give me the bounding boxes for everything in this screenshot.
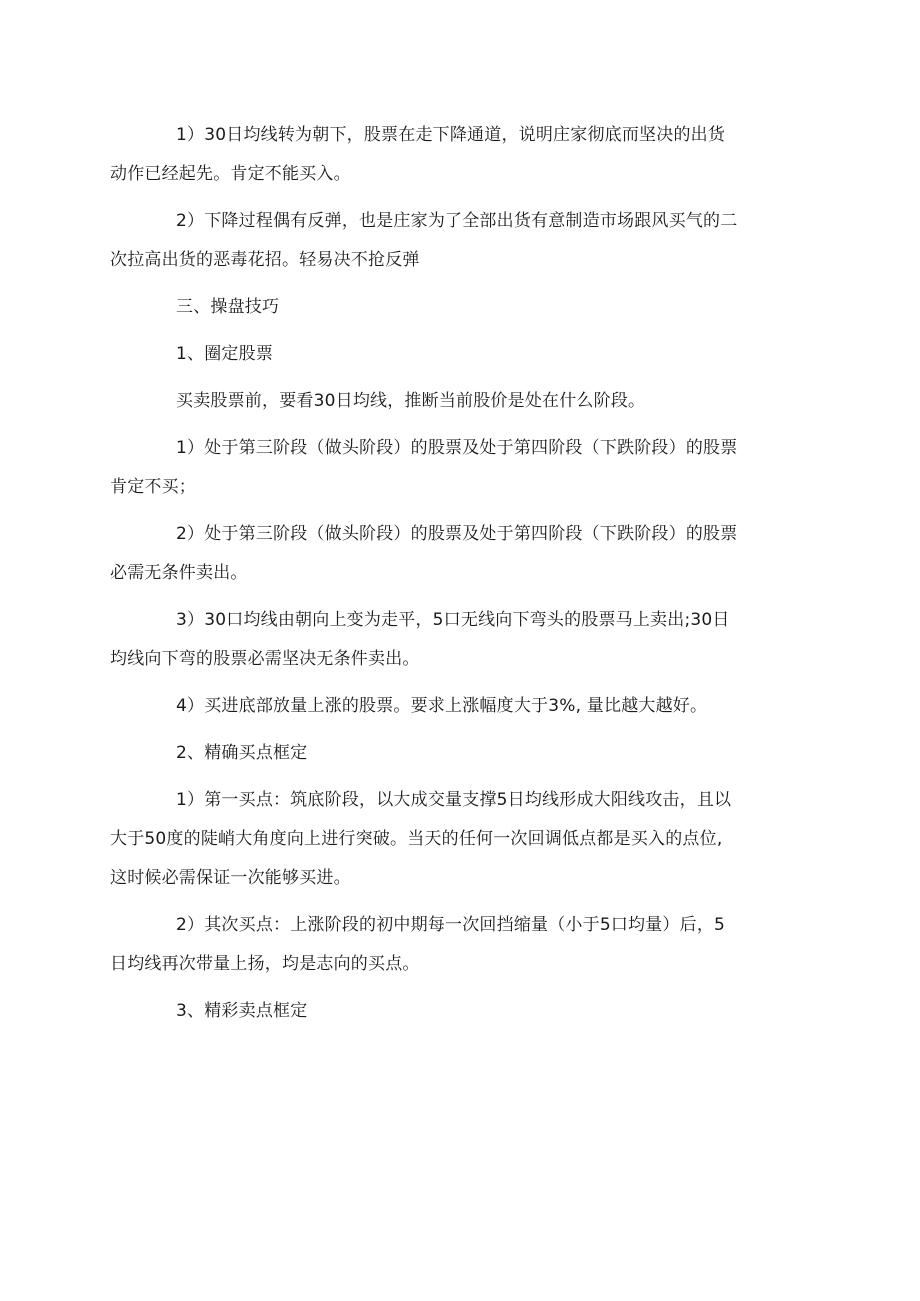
- paragraph-line: 均线向下弯的股票必需坚决无条件卖出。: [110, 649, 420, 669]
- paragraph-line: 这时候必需保证一次能够买进。: [110, 868, 351, 888]
- paragraph-line: 3）30口均线由朝向上变为走平，5口无线向下弯头的股票马上卖出;30日: [176, 610, 730, 630]
- paragraph-line: 3、精彩卖点框定: [176, 1001, 308, 1021]
- paragraph-line: 肯定不买；: [110, 477, 196, 497]
- paragraph-line: 三、操盘技巧: [176, 297, 280, 317]
- section-heading: [110, 288, 798, 327]
- paragraph-line: 4）买进底部放量上涨的股票。要求上涨幅度大于3%, 量比越大越好。: [176, 696, 708, 716]
- paragraph-line: 2）处于第三阶段（做头阶段）的股票及处于第四阶段（下跌阶段）的股票: [176, 524, 738, 544]
- paragraph-line: 买卖股票前，要看30日均线，推断当前股价是处在什么阶段。: [176, 391, 646, 411]
- paragraph: [110, 429, 798, 507]
- paragraph: [110, 781, 798, 898]
- paragraph: [110, 515, 798, 593]
- paragraph-line: 2）其次买点：上涨阶段的初中期每一次回挡缩量（小于5口均量）后，5: [176, 915, 726, 935]
- subsection-heading: [110, 992, 798, 1031]
- subsection-heading: [110, 734, 798, 773]
- paragraph-line: 日均线再次带量上扬，均是志向的买点。: [110, 954, 420, 974]
- paragraph-line: 大于50度的陡峭大角度向上进行突破。当天的任何一次回调低点都是买入的点位,: [110, 829, 723, 849]
- paragraph-line: 1、圈定股票: [176, 344, 274, 364]
- paragraph-line: 2、精确买点框定: [176, 743, 308, 763]
- paragraph: [110, 601, 798, 679]
- paragraph-line: 动作已经起先。肯定不能买入。: [110, 164, 351, 184]
- paragraph-line: 1）30日均线转为朝下，股票在走下降通道，说明庄家彻底而坚决的出货: [176, 125, 726, 145]
- paragraph: [110, 382, 798, 421]
- paragraph: [110, 116, 798, 194]
- paragraph-line: 必需无条件卖出。: [110, 563, 248, 583]
- subsection-heading: [110, 335, 798, 374]
- paragraph-line: 1）处于第三阶段（做头阶段）的股票及处于第四阶段（下跌阶段）的股票: [176, 438, 738, 458]
- paragraph-line: 2）下降过程偶有反弹，也是庄家为了全部出货有意制造市场跟风买气的二: [176, 211, 738, 231]
- paragraph-line: 1）第一买点：筑底阶段，以大成交量支撑5日均线形成大阳线攻击，且以: [176, 790, 732, 810]
- paragraph: [110, 202, 798, 280]
- paragraph: [110, 687, 798, 726]
- paragraph-line: 次拉高出货的恶毒花招。轻易决不抢反弹: [110, 250, 420, 270]
- document-body: [110, 116, 798, 1031]
- paragraph: [110, 906, 798, 984]
